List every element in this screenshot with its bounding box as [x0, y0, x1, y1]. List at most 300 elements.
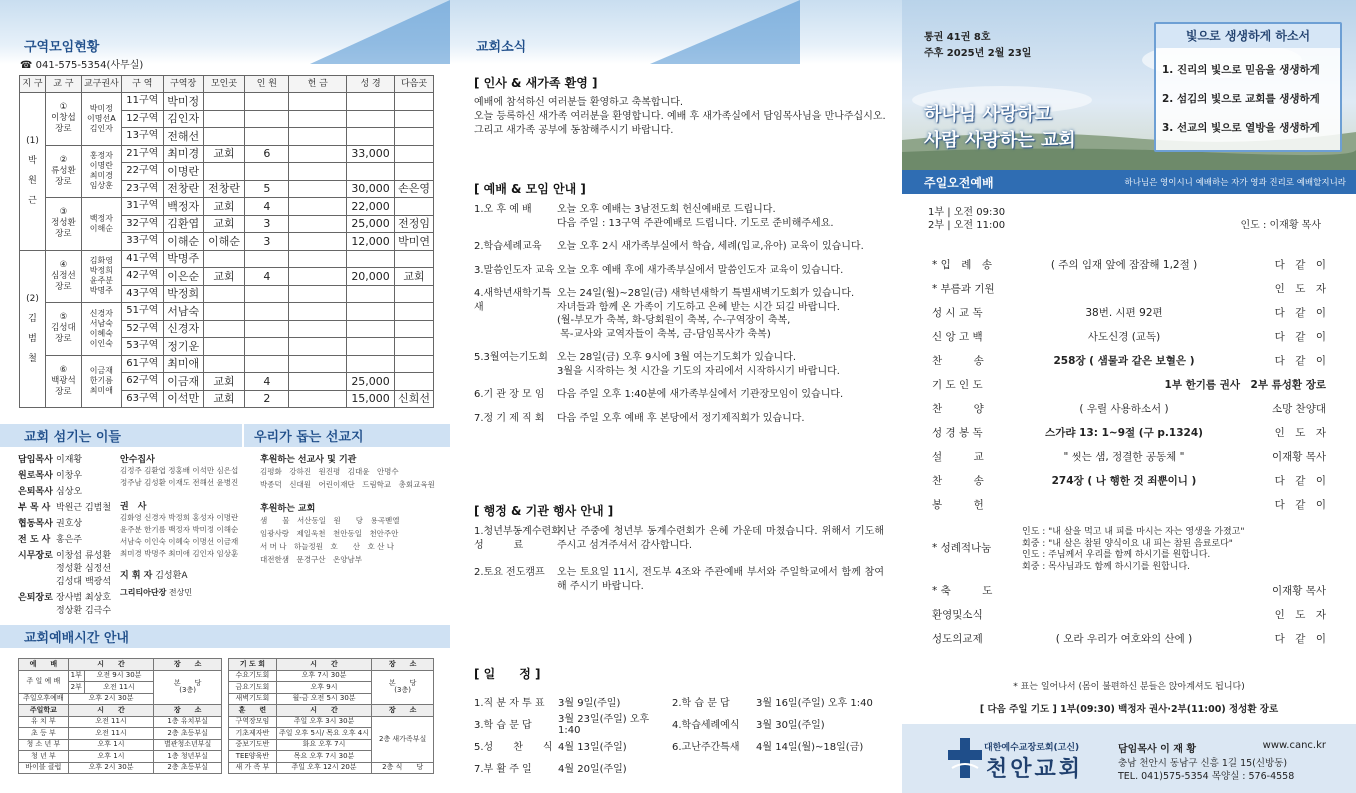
church-support-names: 샘 물 서산동일 원 당 용곡벧엘 임광사랑 제일욱천 천안동일 천안주안 서 머 나 하늘정원 호 산 호 산 나 대전한샘 문경구산 온양남부 [260, 516, 400, 564]
cell: 청 년 부 [19, 751, 69, 763]
order-leader: 다 같 이 [1274, 330, 1326, 343]
notice-item [474, 287, 894, 341]
schedule-date: 4월 20일(주일) [558, 763, 627, 775]
parish-kwonsa: 박미정 이명선A 김인자 [81, 93, 121, 146]
parish-kwonsa: 김화영 박정희 윤주분 박명주 [81, 250, 121, 303]
table-cell: 5 [245, 180, 289, 198]
cell: 새 가 족 부 [229, 762, 277, 774]
notice-item [474, 388, 894, 402]
cell: 2층 새가족부실 [372, 716, 434, 762]
notice-text: 오는 28일(금) 오후 9시에 3월 여는기도회가 있습니다. 3월을 시작하는 첫 시간을 기도의 자리에서 시작하시기 바랍니다. [557, 352, 840, 377]
table-cell [395, 93, 434, 111]
order-detail: ( 오라 우리가 여호와의 산에 ) [1055, 632, 1193, 645]
table-cell: 이해순 [163, 233, 203, 251]
table-cell: 23구역 [121, 180, 163, 198]
table-cell: 32구역 [121, 215, 163, 233]
table-cell: 교회 [203, 390, 245, 408]
serve-row [18, 550, 118, 589]
table-row [20, 198, 434, 216]
table-cell: 30,000 [347, 180, 395, 198]
table-cell: 교회 [203, 215, 245, 233]
order-leader: 다 같 이 [1274, 498, 1326, 511]
order-leader: 다 같 이 [1274, 258, 1326, 271]
table-cell [289, 215, 347, 233]
schedule-row [474, 734, 894, 756]
schedule-row [474, 690, 894, 712]
parish-kwonsa: 이금재 한기름 최미애 [81, 355, 121, 408]
table-cell [347, 303, 395, 321]
column-header: 구 역 [121, 76, 163, 93]
table-cell [289, 373, 347, 391]
order-label: * 축 도 [932, 584, 993, 597]
table-cell [203, 110, 245, 128]
table-cell: 12,000 [347, 233, 395, 251]
cell: 2층 식 당 [372, 762, 434, 774]
slogan-line-2: 사람 사랑하는 교회 [924, 130, 1076, 151]
cell: 월-금 오전 5시 30분 [276, 693, 371, 705]
serve-row [18, 454, 118, 467]
cell: 오후 2시 30분 [68, 693, 154, 705]
table-cell [289, 285, 347, 303]
cell: 본 당 (3층) [154, 670, 222, 705]
table-cell: 4 [245, 198, 289, 216]
table-cell [203, 320, 245, 338]
order-detail: ( 주의 임재 앞에 잠잠해 1,2절 ) [1050, 258, 1198, 271]
table-cell [347, 110, 395, 128]
organist-name: 전상민 [168, 588, 193, 597]
table-cell [203, 128, 245, 146]
cell: 새벽기도회 [229, 693, 277, 705]
table-cell: 52구역 [121, 320, 163, 338]
schedule-label: 7.부 활 주 일 [474, 763, 532, 775]
notice-text: 오늘 오후 예배는 3남전도회 헌신예배로 드립니다. 다음 주일 : 13구역 주관예배로 드립니다. 기도로 준비해주세요. [557, 204, 834, 229]
th-school: 주일학교 [19, 705, 69, 717]
table-cell: 33,000 [347, 145, 395, 163]
table-cell [347, 285, 395, 303]
table-cell: 41구역 [121, 250, 163, 268]
serve-row [18, 534, 118, 547]
order-leader: 이재황 목사 [1271, 584, 1326, 597]
table-cell: 전해선 [163, 128, 203, 146]
notice-text: 오늘 오후 2시 새가족부실에서 학습, 세례(입교,유아) 교육이 있습니다. [557, 241, 864, 252]
serve-title: 교회 섬기는 이들 [24, 430, 121, 445]
order-leader: 인 도 자 [1274, 608, 1326, 621]
column-header: 헌 금 [289, 76, 347, 93]
worship-time-header [0, 625, 450, 648]
table-cell: 교회 [203, 145, 245, 163]
table-row [20, 250, 434, 268]
mission-block [260, 452, 450, 566]
order-of-service-end [932, 578, 1326, 650]
issue-info [924, 30, 1031, 62]
cell: 기초제자반 [229, 728, 277, 740]
notice-text: 오는 토요일 11시, 전도부 4조와 주관예배 부서와 주일학교에서 함께 참여해 주시기 바랍니다. [557, 567, 884, 592]
schedule-label: 3.학 습 문 답 [474, 719, 532, 731]
worship-notice-list [474, 203, 894, 435]
cell: 청 소 년 부 [19, 739, 69, 751]
notice-label: 6.기 관 장 모 임 [474, 389, 545, 400]
cell: 유 치 부 [19, 716, 69, 728]
order-detail: ( 우릴 사용하소서 ) [1079, 402, 1169, 415]
parish-leader: ② 류성환 장로 [45, 145, 81, 198]
cell: 별관청소년부실 [154, 739, 222, 751]
column-header: 지 구 [20, 76, 46, 93]
serve-names: 장사범 최상호 정상환 김극수 [56, 593, 112, 616]
th-time: 시 간 [276, 705, 371, 717]
cell: 바이블 클럽 [19, 762, 69, 774]
kwonsa-names: 김화영 신경자 박정희 홍성자 이명란 윤주분 한기름 백정자 박미정 이해순 서남숙 이인숙 이혜숙 이명선 이금재 최미경 박명주 최미애 김인자 임상훈 [120, 513, 239, 558]
mission-header [244, 424, 450, 447]
serve-names: 이창섭 류성환 정성환 심정선 김성대 백광석 [56, 551, 112, 587]
cell: 오전 11시 [84, 682, 154, 694]
serve-role: 협동목사 [18, 519, 53, 529]
table-cell [289, 145, 347, 163]
notice-label: 1.청년부동계수련회 성 료 [474, 526, 561, 551]
serve-role: 담임목사 [18, 455, 53, 465]
cell: TEE양육반 [229, 751, 277, 763]
pastor-name: 담임목사 이 재 황 [1118, 744, 1197, 755]
parish-leader: ④ 심정선 장로 [45, 250, 81, 303]
schedule-label: 6.고난주간특새 [672, 741, 740, 753]
issue-volume: 통권 41권 8호 [924, 32, 991, 43]
notice-label: 4.새학년새학기특새 [474, 288, 552, 313]
deacon-names: 김정주 김환엽 정홍배 이석만 심은섭 정주남 김성환 이재도 전해선 윤병진 [120, 466, 239, 487]
table-cell: 22구역 [121, 163, 163, 181]
order-detail: 1부 한기름 권사 2부 류성환 장로 [1164, 378, 1326, 391]
table-cell: 전정임 [395, 215, 434, 233]
table-row [20, 303, 434, 321]
table-cell [289, 198, 347, 216]
cell: 오후 7시 30분 [276, 670, 371, 682]
table-cell [395, 355, 434, 373]
table-row [20, 355, 434, 373]
column-header: 인 원 [245, 76, 289, 93]
order-item [932, 372, 1326, 396]
welcome-text: 예배에 참석하신 여러분들 환영하고 축복합니다. 오늘 등록하신 새가족 여러분을 환영합니다. 예배 후 새가족실에서 담임목사님을 만나주십시오. 그리고 새가족 공부에 동참해주시기 바랍니다. [474, 97, 886, 136]
th-prayer: 기 도 회 [229, 659, 277, 671]
order-label: 찬 송 [932, 354, 984, 367]
table-cell [395, 338, 434, 356]
table-cell [245, 320, 289, 338]
table-cell: 4 [245, 373, 289, 391]
table-cell: 박명주 [163, 250, 203, 268]
motto-item: 2. 섬김의 빛으로 교회를 생생하게 [1162, 93, 1320, 105]
notice-text: 오는 24일(월)~28일(금) 새학년새학기 특별새벽기도회가 있습니다. 자녀들과 함께 온 가족이 기도하고 은혜 받는 시간 되길 바랍니다. (월-부모가 축복, 화-당회원이 축복, 수-구역장이 축복, 목-교사와 교역자들이 축복, 금-담임목사가 축복) [557, 288, 855, 340]
table-cell [347, 250, 395, 268]
table-row [20, 145, 434, 163]
worship-heading: [ 예배 & 모임 안내 ] [474, 182, 586, 196]
table-cell: 11구역 [121, 93, 163, 111]
order-label: 환영및소식 [932, 608, 983, 621]
worship-time-table-left [18, 658, 222, 774]
serve-role: 원로목사 [18, 471, 53, 481]
order-leader: 다 같 이 [1274, 306, 1326, 319]
table-cell [289, 128, 347, 146]
motto-title: 빛으로 생생하게 하소서 [1156, 24, 1340, 48]
table-cell: 43구역 [121, 285, 163, 303]
denomination: 대한예수교장로회(고신) [984, 743, 1080, 753]
cell: 주일 오후 12시 20분 [276, 762, 371, 774]
website[interactable]: www.canc.kr [1262, 740, 1326, 751]
serve-names: 이창우 [56, 471, 83, 481]
notice-item [474, 240, 894, 254]
next-prayer: [ 다음 주일 기도 ] 1부(09:30) 백정자 권사·2부(11:00) 정성환 장로 [979, 704, 1279, 715]
table-cell: 31구역 [121, 198, 163, 216]
table-cell: 51구역 [121, 303, 163, 321]
table-cell: 이은순 [163, 268, 203, 286]
table-cell: 13구역 [121, 128, 163, 146]
office-phone: ☎ 041-575-5354(사무실) [20, 60, 144, 71]
table-cell [347, 355, 395, 373]
order-label: 성 경 봉 독 [932, 426, 983, 439]
table-cell: 백정자 [163, 198, 203, 216]
news-panel [450, 0, 902, 793]
schedule-row [474, 712, 894, 734]
parish-kwonsa: 홍정자 이명란 최미경 임상훈 [81, 145, 121, 198]
table-cell: 손은영 [395, 180, 434, 198]
church-name: 천안교회 [986, 757, 1084, 782]
table-cell [245, 338, 289, 356]
table-cell [395, 145, 434, 163]
order-leader: 인 도 자 [1274, 282, 1326, 295]
cell: 오전 11시 [68, 716, 154, 728]
serve-row [18, 470, 118, 483]
communion-text: 인도 : "내 살을 먹고 내 피를 마시는 자는 영생을 가졌고" 회중 : "내 살은 참된 양식이요 내 피는 참된 음료로다" 인도 : 주님께서 우리를 함께 하시기를 원합니다. 회중 : 목사님과도 함께 하시기를 원합니다. [1022, 527, 1245, 572]
cell: 오전 9시 30분 [84, 670, 154, 682]
cell: 주일오후예배 [19, 693, 69, 705]
schedule-list [474, 690, 894, 778]
table-cell [289, 163, 347, 181]
order-detail: 38번. 시편 92편 [1085, 306, 1163, 319]
table-cell: 박정희 [163, 285, 203, 303]
church-logo-icon [948, 738, 982, 778]
th-worship: 예 배 [19, 659, 69, 671]
order-of-service [932, 252, 1326, 516]
service-verse: 하나님은 영이시니 예배하는 자가 영과 진리로 예배할지니라 [1124, 178, 1346, 188]
notice-item [474, 525, 884, 552]
table-cell: 3 [245, 215, 289, 233]
deacon-block [120, 452, 242, 598]
table-cell: 20,000 [347, 268, 395, 286]
table-cell [203, 285, 245, 303]
order-leader: 소망 찬양대 [1271, 402, 1326, 415]
serve-row [18, 502, 118, 515]
table-cell [203, 355, 245, 373]
order-item [932, 324, 1326, 348]
cell: 1층 청년부실 [154, 751, 222, 763]
order-item [932, 348, 1326, 372]
notice-text: 다음 주일 오후 1:40분에 새가족부실에서 기관장모임이 있습니다. [557, 389, 844, 400]
table-cell: 62구역 [121, 373, 163, 391]
serve-names: 박원근 김범철 [56, 503, 112, 513]
cell: 2부 [68, 682, 84, 694]
table-cell [245, 93, 289, 111]
table-cell: 12구역 [121, 110, 163, 128]
table-cell [289, 250, 347, 268]
table-cell: 최미애 [163, 355, 203, 373]
column-header: 교구권사 [81, 76, 121, 93]
communion-row [932, 527, 1332, 573]
table-cell: 15,000 [347, 390, 395, 408]
parish-leader: ⑥ 백광석 장로 [45, 355, 81, 408]
cell: 1층 유치부실 [154, 716, 222, 728]
table-cell [289, 110, 347, 128]
serve-role: 시무장로 [18, 551, 53, 561]
table-cell [245, 110, 289, 128]
district-leader: (2) 김 범 철 [20, 250, 46, 408]
table-cell [245, 250, 289, 268]
order-detail: 274장 ( 나 행한 것 죄뿐이니 ) [1051, 474, 1197, 487]
admin-heading: [ 행정 & 기관 행사 안내 ] [474, 504, 614, 518]
notice-text: 다음 주일 오후 예배 후 본당에서 정기제직회가 있습니다. [557, 412, 805, 424]
table-cell: 이석만 [163, 390, 203, 408]
order-label: 성 시 교 독 [932, 306, 983, 319]
notice-item [474, 351, 894, 378]
parish-kwonsa: 신경자 서남숙 이혜숙 이인숙 [81, 303, 121, 356]
parish-leader: ③ 정성환 장로 [45, 198, 81, 251]
serve-role: 전 도 사 [18, 535, 51, 545]
table-cell: 교회 [203, 268, 245, 286]
cell: 2층 초등부실 [154, 762, 222, 774]
table-cell: 이명란 [163, 163, 203, 181]
cell: 주일 오후 5시/ 목요 오후 4시 [276, 728, 371, 740]
deacon-label: 안수집사 [120, 455, 155, 465]
th-training: 훈 련 [229, 705, 277, 717]
news-title: 교회소식 [476, 40, 527, 55]
order-detail: 스가랴 13: 1~9절 (구 p.1324) [1045, 426, 1203, 439]
service-title: 주일오전예배 [924, 175, 994, 190]
notice-item [474, 264, 894, 278]
table-cell [289, 180, 347, 198]
table-cell [289, 268, 347, 286]
table-cell: 25,000 [347, 215, 395, 233]
cell: 1부 [68, 670, 84, 682]
order-leader: 다 같 이 [1274, 632, 1326, 645]
serve-names: 이재황 [56, 455, 83, 465]
cell: 구역장모임 [229, 716, 277, 728]
table-cell: 교회 [203, 373, 245, 391]
table-cell: 이금재 [163, 373, 203, 391]
slogan [924, 102, 1076, 154]
th-time: 시 간 [68, 705, 154, 717]
parish-kwonsa: 백정자 이해순 [81, 198, 121, 251]
table-cell: 서남숙 [163, 303, 203, 321]
column-header: 성 경 [347, 76, 395, 93]
order-leader: 다 같 이 [1274, 474, 1326, 487]
telephone: TEL. 041)575-5354 목양실 : 576-4558 [1118, 771, 1295, 782]
table-cell: 박미정 [163, 93, 203, 111]
table-row [20, 93, 434, 111]
footer [902, 724, 1356, 793]
table-cell: 21구역 [121, 145, 163, 163]
welcome-heading: [ 인사 & 새가족 환영 ] [474, 76, 598, 90]
cell: 주 일 예 배 [19, 670, 69, 693]
serve-role: 은퇴장로 [18, 593, 53, 603]
th-time: 시 간 [68, 659, 154, 671]
service-time-2: 2부 | 오전 11:00 [928, 220, 1006, 231]
worship-time-table-right [228, 658, 434, 774]
table-cell [395, 110, 434, 128]
order-item [932, 492, 1326, 516]
order-item [932, 300, 1326, 324]
table-cell [245, 355, 289, 373]
order-item [932, 252, 1326, 276]
table-cell [245, 128, 289, 146]
order-label: * 부름과 기원 [932, 282, 995, 295]
column-header: 모인곳 [203, 76, 245, 93]
table-cell [203, 250, 245, 268]
table-cell [289, 355, 347, 373]
schedule-label: 2.학 습 문 답 [672, 697, 730, 709]
parish-leader: ① 이창섭 장로 [45, 93, 81, 146]
table-cell [245, 303, 289, 321]
order-item [932, 626, 1326, 650]
table-cell [395, 128, 434, 146]
schedule-date: 4월 13일(주일) [558, 741, 627, 753]
schedule-label: 1.직 분 자 투 표 [474, 697, 545, 709]
parish-leader: ⑤ 김성대 장로 [45, 303, 81, 356]
order-detail: " 씻는 샘, 정결한 공동체 " [1063, 450, 1185, 463]
worship-time-title: 교회예배시간 안내 [24, 631, 129, 646]
table-cell: 김환엽 [163, 215, 203, 233]
notice-label: 7.정 기 제 직 회 [474, 412, 545, 424]
table-cell [289, 233, 347, 251]
th-place: 장 소 [154, 705, 222, 717]
table-cell: 63구역 [121, 390, 163, 408]
cell: 오후 1시 [68, 739, 154, 751]
table-cell: 53구역 [121, 338, 163, 356]
kwonsa-label: 권 사 [120, 502, 147, 512]
order-leader: 이재황 목사 [1271, 450, 1326, 463]
order-detail: 사도신경 (교독) [1087, 330, 1161, 343]
table-cell [347, 320, 395, 338]
order-item [932, 468, 1326, 492]
table-cell [289, 93, 347, 111]
district-panel [0, 0, 450, 793]
table-cell: 22,000 [347, 198, 395, 216]
cell: 화요 오후 7시 [276, 739, 371, 751]
table-cell: 정기운 [163, 338, 203, 356]
district-leader: (1) 박 원 근 [20, 93, 46, 251]
motto-box [1154, 22, 1342, 152]
table-cell: 신경자 [163, 320, 203, 338]
serve-names: 심상오 [56, 487, 83, 497]
table-cell: 이해순 [203, 233, 245, 251]
serve-row [18, 486, 118, 499]
service-time-1: 1부 | 오전 09:30 [928, 207, 1006, 218]
notice-item [474, 566, 884, 593]
table-cell [347, 338, 395, 356]
motto-list [1156, 48, 1340, 143]
notice-label: 2.토요 전도캠프 [474, 567, 545, 578]
table-cell: 42구역 [121, 268, 163, 286]
table-cell [395, 250, 434, 268]
order-label: 설 교 [932, 450, 984, 463]
schedule-label: 4.학습세례예식 [672, 719, 740, 731]
schedule-date: 3월 23일(주일) 오후 1:40 [558, 714, 650, 736]
table-cell [289, 320, 347, 338]
header-triangle [650, 0, 800, 64]
serve-list [18, 454, 118, 621]
service-bar [902, 170, 1356, 194]
table-cell [347, 128, 395, 146]
order-label: * 입 례 송 [932, 258, 993, 271]
table-cell: 33구역 [121, 233, 163, 251]
conductor-name: 김성환A [155, 571, 188, 581]
table-cell: 2 [245, 390, 289, 408]
order-detail: 258장 ( 샘물과 같은 보혈은 ) [1053, 354, 1195, 367]
table-cell [395, 320, 434, 338]
